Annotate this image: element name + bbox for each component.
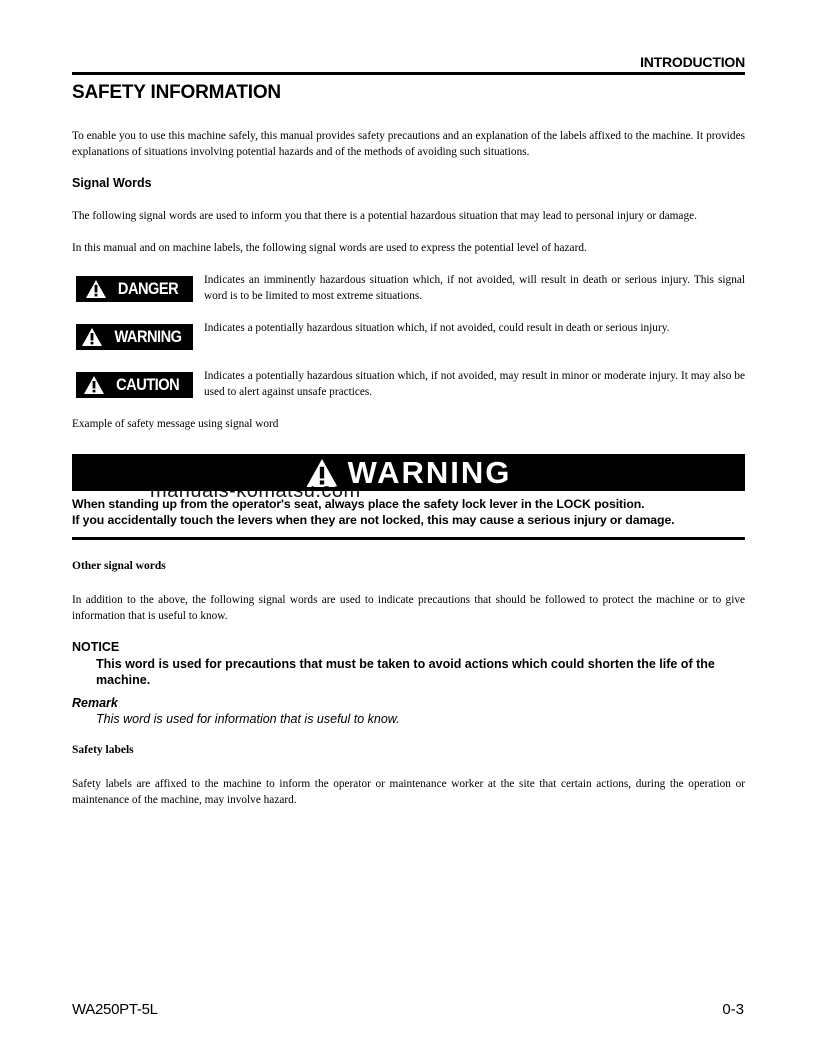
example-caption: Example of safety message using signal word xyxy=(72,418,279,430)
page-title: SAFETY INFORMATION xyxy=(72,82,281,103)
other-signal-words-heading: Other signal words xyxy=(72,560,166,572)
signal-word-warning xyxy=(76,320,745,356)
warning-triangle-icon xyxy=(86,280,106,298)
danger-label: DANGER xyxy=(117,279,179,298)
section-title: INTRODUCTION xyxy=(640,54,745,70)
footer-model: WA250PT-5L xyxy=(72,1001,158,1018)
signal-word-danger xyxy=(76,272,745,308)
example-warning-label: WARNING xyxy=(347,454,512,490)
warning-label: WARNING xyxy=(114,327,182,346)
caution-description: Indicates a potentially hazardous situation which, if not avoided, may result in minor or moderate injury. It may also be used to alert against unsafe practices. xyxy=(204,370,745,398)
caution-label: CAUTION xyxy=(116,375,180,394)
example-warning-text xyxy=(72,496,745,528)
signal-words-para1: The following signal words are used to inform you that there is a potential hazardous situation that may lead to personal injury or damage. xyxy=(72,210,697,222)
danger-description: Indicates an imminently hazardous situation which, if not avoided, will result in death or serious injury. This signal word is to be limited to most extreme situations. xyxy=(204,274,745,302)
watermark: manuals-komatsu.com xyxy=(150,480,361,502)
warning-description: Indicates a potentially hazardous situation which, if not avoided, could result in death or serious injury. xyxy=(204,322,670,334)
signal-words-heading: Signal Words xyxy=(72,176,152,190)
remark-text: This word is used for information that is useful to know. xyxy=(96,712,400,726)
notice-text: This word is used for precautions that must be taken to avoid actions which could shorten the life of the machine. xyxy=(96,657,715,687)
safety-labels-paragraph: Safety labels are affixed to the machine to inform the operator or maintenance worker at the site that certain actions, during the operation or maintenance of the machine, may involve hazard. xyxy=(72,778,745,806)
page-header xyxy=(72,52,745,75)
signal-words-para2: In this manual and on machine labels, the following signal words are used to express the potential level of hazard. xyxy=(72,242,587,254)
remark-heading: Remark xyxy=(72,696,118,710)
notice-heading: NOTICE xyxy=(72,640,120,654)
other-signal-words-paragraph: In addition to the above, the following signal words are used to indicate precautions that should be followed to protect the machine or to give information that is useful to know. xyxy=(72,594,745,622)
intro-paragraph: To enable you to use this machine safely, this manual provides safety precautions and an explanation of the labels affixed to the machine. It provides explanations of situations involving potential hazards and of the methods of avoiding such situations. xyxy=(72,130,745,158)
example-warning-rule xyxy=(72,537,745,540)
signal-word-caution xyxy=(76,368,745,404)
example-warning-line1: When standing up from the operator's seat, always place the safety lock lever in the LOCK position. xyxy=(72,497,645,511)
safety-labels-heading: Safety labels xyxy=(72,744,134,756)
danger-badge xyxy=(76,276,193,302)
warning-triangle-icon xyxy=(84,376,104,394)
caution-badge xyxy=(76,372,193,398)
warning-badge xyxy=(76,324,193,350)
footer-page-number: 0-3 xyxy=(722,1001,744,1018)
warning-triangle-icon xyxy=(82,328,102,346)
example-warning-line2: If you accidentally touch the levers when they are not locked, this may cause a serious injury or damage. xyxy=(72,513,675,527)
